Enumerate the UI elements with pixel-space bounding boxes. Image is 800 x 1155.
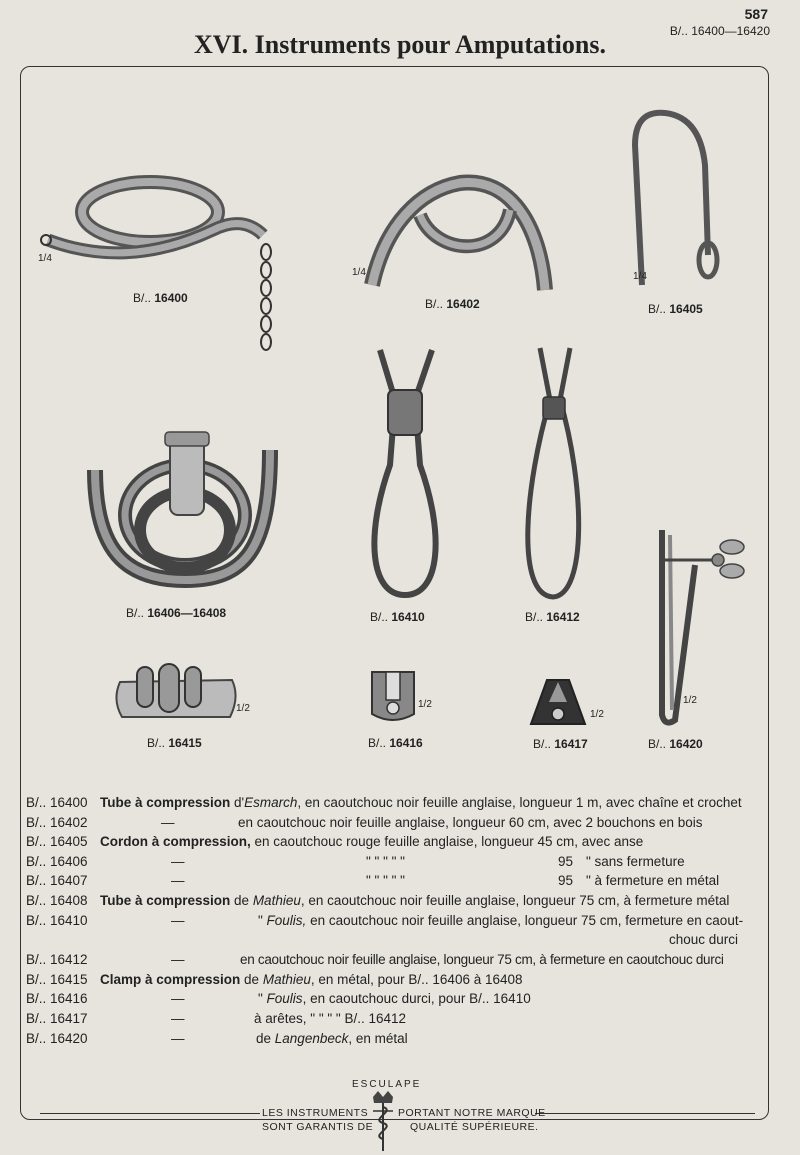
figure-16405-label: B/.. 16405	[648, 302, 703, 316]
item-list	[26, 793, 756, 1048]
figure-16406-illustration	[85, 430, 285, 600]
page-range: B/.. 16400—16420	[669, 24, 770, 38]
figure-16416-scale: 1/2	[418, 699, 432, 710]
figure-16416-label: B/.. 16416	[368, 736, 423, 750]
footer-left-line1: LES INSTRUMENTS	[262, 1107, 369, 1119]
figure-16415-illustration	[112, 662, 242, 726]
figure-16406-label: B/.. 16406—16408	[126, 606, 227, 620]
figure-16402-scale: 1/4	[352, 267, 366, 278]
figure-16405-scale: 1/4	[633, 271, 647, 282]
figure-16400-label: B/.. 16400	[133, 291, 188, 305]
figure-16417-scale: 1/2	[590, 709, 604, 720]
item-row-16402: B/.. 16402 — en caoutchouc noir feuille anglaise, longueur 60 cm, avec 2 bouchons en bois	[26, 814, 703, 830]
figure-16400-illustration	[38, 160, 288, 360]
item-row-16400: B/.. 16400 Tube à compression d'Esmarch, en caoutchouc noir feuille anglaise, longueur 1 m, avec chaîne et crochet	[26, 795, 742, 810]
figure-16416-illustration	[368, 664, 418, 726]
figure-16415-scale: 1/2	[236, 703, 250, 714]
figure-16415-label: B/.. 16415	[147, 736, 202, 750]
item-row-16410-continued: chouc durci	[668, 932, 738, 948]
caduceus-logo-icon	[368, 1089, 398, 1153]
item-row-16410: B/.. 16410 — " Foulis, en caoutchouc noir feuille anglaise, longueur 75 cm, fermeture en caout-	[26, 912, 744, 928]
footer-left-line2: SONT GARANTIS DE	[262, 1121, 374, 1133]
item-row-16406: B/.. 16406 — " " " " " 95 " sans fermeture	[26, 853, 685, 869]
figure-16417-label: B/.. 16417	[533, 737, 588, 751]
figure-16402-label: B/.. 16402	[425, 297, 480, 311]
footer-logo-text: ESCULAPE	[352, 1079, 422, 1090]
figure-16412-illustration	[515, 345, 595, 605]
figure-16417-illustration	[527, 672, 589, 728]
footer-right-line1: PORTANT NOTRE MARQUE	[398, 1107, 546, 1119]
figure-16410-label: B/.. 16410	[370, 610, 425, 624]
figure-16410-illustration	[360, 345, 450, 605]
item-row-16417: B/.. 16417 — à arêtes, " " " " B/.. 16412	[26, 1010, 407, 1026]
figure-16402-illustration	[360, 165, 560, 300]
item-row-16415: B/.. 16415 Clamp à compression de Mathieu, en métal, pour B/.. 16406 à 16408	[26, 971, 523, 987]
footer-line-left	[40, 1113, 260, 1114]
figure-16400-scale: 1/4	[38, 253, 52, 264]
item-row-16408: B/.. 16408 Tube à compression de Mathieu, en caoutchouc noir feuille anglaise, longueur 75 cm, à fermeture métal	[26, 892, 730, 908]
item-row-16416: B/.. 16416 — " Foulis, en caoutchouc durci, pour B/.. 16410	[26, 991, 531, 1007]
figure-16405-illustration	[620, 105, 730, 295]
item-row-16405: B/.. 16405 Cordon à compression, en caoutchouc rouge feuille anglaise, longueur 45 cm, avec anse	[26, 834, 644, 850]
figure-16420-scale: 1/2	[683, 695, 697, 706]
figure-16412-label: B/.. 16412	[525, 610, 580, 624]
figure-16420-illustration	[650, 525, 750, 735]
item-row-16412: B/.. 16412 — en caoutchouc noir feuille anglaise, longueur 75 cm, à fermeture en caoutchouc durci	[26, 952, 724, 968]
page-number: 587	[744, 6, 768, 22]
page-title: XVI. Instruments pour Amputations.	[194, 30, 606, 59]
footer-right-line2: QUALITÉ SUPÉRIEURE.	[410, 1121, 539, 1133]
item-row-16420: B/.. 16420 — de Langenbeck, en métal	[26, 1030, 408, 1046]
item-row-16407: B/.. 16407 — " " " " " 95 " à fermeture en métal	[26, 873, 720, 889]
footer	[0, 1075, 800, 1155]
footer-line-right	[535, 1113, 755, 1114]
figure-16420-label: B/.. 16420	[648, 737, 703, 751]
